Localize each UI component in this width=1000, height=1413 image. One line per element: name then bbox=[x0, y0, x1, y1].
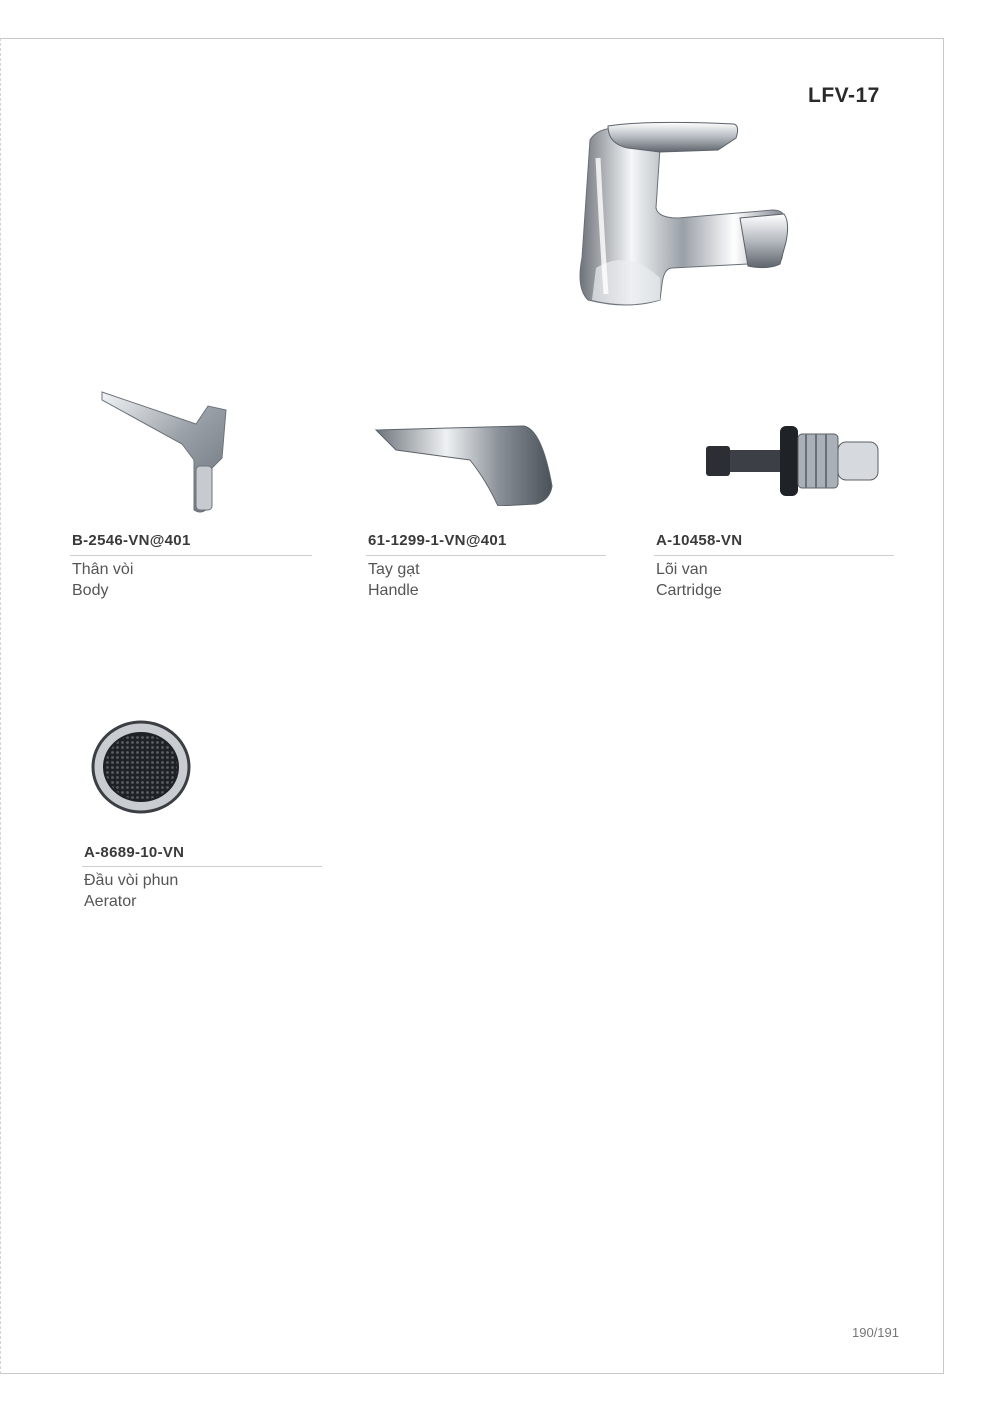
part-code: 61-1299-1-VN@401 bbox=[368, 532, 507, 549]
part-name-en: Cartridge bbox=[656, 582, 722, 599]
valve-cartridge-icon bbox=[704, 420, 884, 500]
divider bbox=[82, 866, 322, 867]
model-code: LFV-17 bbox=[808, 84, 880, 107]
page-frame bbox=[0, 38, 944, 1374]
part-name-vi: Lõi van bbox=[656, 561, 708, 578]
part-name-vi: Tay gạt bbox=[368, 561, 420, 578]
part-name-vi: Thân vòi bbox=[72, 561, 134, 578]
part-code: A-8689-10-VN bbox=[84, 844, 185, 861]
part-name-en: Body bbox=[72, 582, 109, 599]
part-code: A-10458-VN bbox=[656, 532, 743, 549]
faucet-product-image bbox=[568, 118, 794, 312]
part-name-en: Aerator bbox=[84, 893, 137, 910]
divider bbox=[70, 555, 312, 556]
part-name-en: Handle bbox=[368, 582, 419, 599]
divider bbox=[654, 555, 894, 556]
part-code: B-2546-VN@401 bbox=[72, 532, 191, 549]
page-number: 190/191 bbox=[852, 1325, 899, 1340]
aerator-icon bbox=[90, 720, 192, 814]
faucet-body-icon bbox=[96, 388, 246, 516]
lever-handle-icon bbox=[374, 420, 558, 506]
divider bbox=[366, 555, 606, 556]
part-name-vi: Đầu vòi phun bbox=[84, 872, 179, 889]
